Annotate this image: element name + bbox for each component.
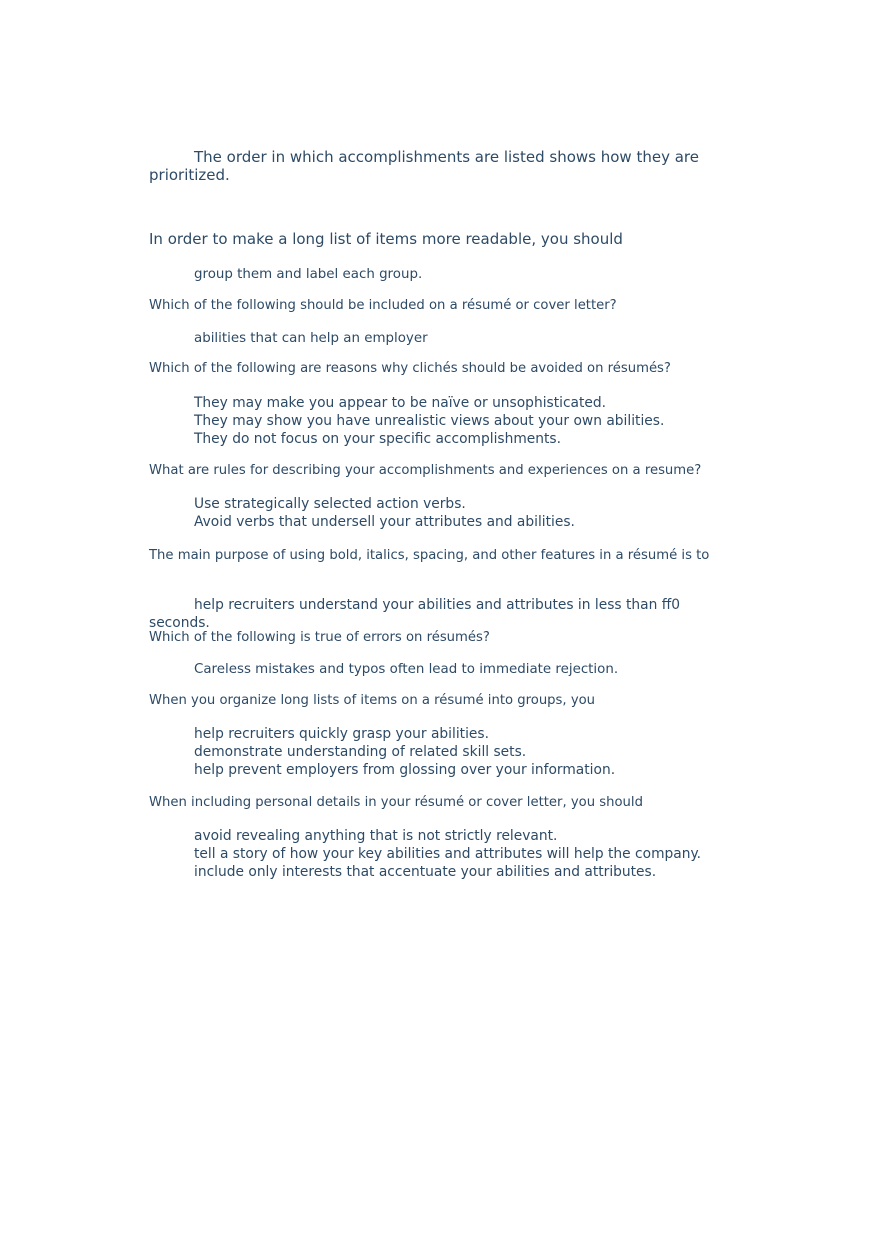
question-7: When you organize long lists of items on a résumé into groups, you (149, 693, 596, 708)
answer-1-1: group them and label each group. (194, 267, 423, 282)
answer-2-1: abilities that can help an employer (194, 331, 428, 346)
answer-4-1: Use strategically selected action verbs. (194, 496, 466, 512)
answer-4-2: Avoid verbs that undersell your attributes and abilities. (194, 514, 575, 530)
question-4: What are rules for describing your accomplishments and experiences on a resume? (149, 463, 702, 478)
answer-3-3: They do not focus on your specific accomplishments. (194, 431, 561, 447)
answer-8-1: avoid revealing anything that is not strictly relevant. (194, 828, 558, 844)
answer-7-2: demonstrate understanding of related skill sets. (194, 744, 527, 760)
answer-8-3: include only interests that accentuate your abilities and attributes. (194, 864, 657, 880)
question-5: The main purpose of using bold, italics, spacing, and other features in a résumé is to (149, 548, 710, 563)
answer-3-2: They may show you have unrealistic views about your own abilities. (194, 413, 665, 429)
question-6: Which of the following is true of errors on résumés? (149, 630, 490, 645)
answer-block-4 (149, 495, 729, 531)
answer-3-1: They may make you appear to be naïve or unsophisticated. (194, 395, 607, 411)
answer-block-3 (149, 394, 729, 448)
answer-8-2: tell a story of how your key abilities and attributes will help the company. (194, 846, 702, 862)
answer-block-8 (149, 827, 729, 881)
answer-block-1 (149, 267, 729, 283)
answer-7-3: help prevent employers from glossing over your information. (194, 762, 616, 778)
answer-6-1: Careless mistakes and typos often lead to immediate rejection. (194, 662, 619, 677)
question-1: In order to make a long list of items more readable, you should (149, 230, 623, 248)
answer-block-6 (149, 662, 729, 678)
answer-5-1: help recruiters understand your abilities and attributes in less than ff0 seconds. (149, 597, 680, 631)
answer-block-7 (149, 725, 729, 779)
answer-block-2 (149, 331, 729, 347)
question-2: Which of the following should be included on a résumé or cover letter? (149, 298, 617, 313)
intro-paragraph: The order in which accomplishments are listed shows how they are prioritized. (149, 148, 699, 184)
answer-block-5 (149, 596, 729, 632)
answer-7-1: help recruiters quickly grasp your abilities. (194, 726, 489, 742)
question-8: When including personal details in your résumé or cover letter, you should (149, 795, 643, 810)
question-3: Which of the following are reasons why clichés should be avoided on résumés? (149, 361, 671, 376)
